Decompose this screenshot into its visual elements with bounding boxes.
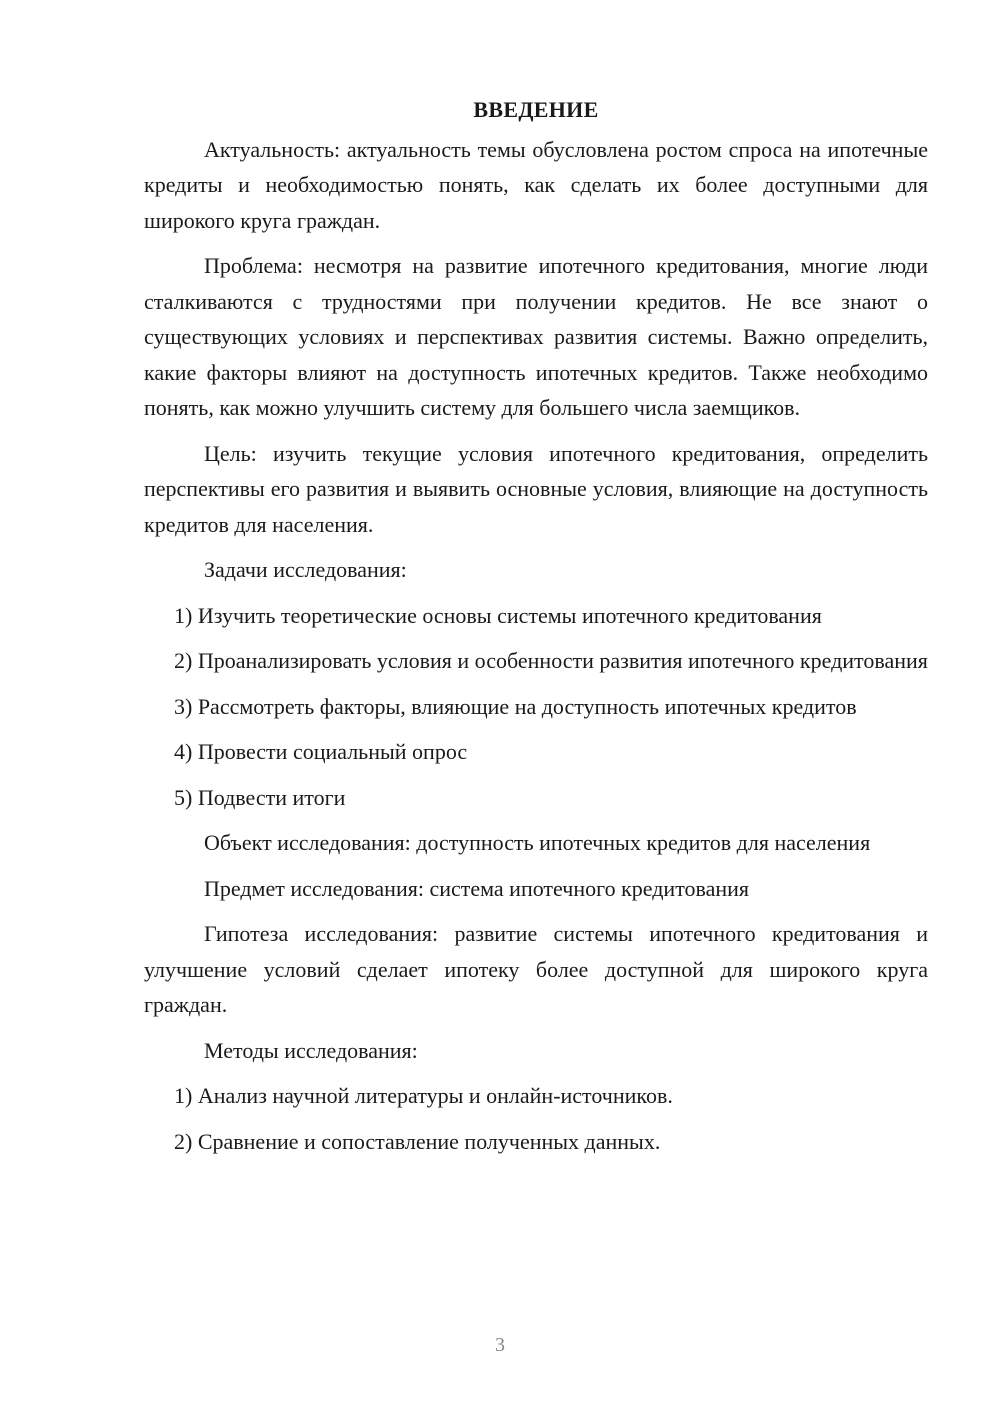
relevance-paragraph: Актуальность: актуальность темы обусловлена ростом спроса на ипотечные кредиты и необходимостью понять, как сделать их более доступными для широкого круга граждан. bbox=[144, 136, 928, 233]
subject-paragraph: Предмет исследования: система ипотечного кредитования bbox=[204, 875, 750, 901]
task-item-2: 2) Проанализировать условия и особенности развития ипотечного кредитования bbox=[174, 648, 928, 673]
hypothesis-paragraph: Гипотеза исследования: развитие системы ипотечного кредитования и улучшение условий сделает ипотеку более доступной для широкого круга граждан. bbox=[144, 921, 928, 1017]
goal-paragraph: Цель: изучить текущие условия ипотечного кредитования, определить перспективы его развития и выявить основные условия, влияющие на доступность кредитов для населения. bbox=[144, 440, 928, 537]
task-item-4: 4) Провести социальный опрос bbox=[174, 739, 468, 764]
object-paragraph: Объект исследования: доступность ипотечных кредитов для населения bbox=[204, 830, 871, 855]
method-item-2: 2) Сравнение и сопоставление полученных данных. bbox=[174, 1128, 661, 1154]
tasks-heading: Задачи исследования: bbox=[204, 557, 407, 582]
page-content bbox=[144, 92, 928, 1169]
task-item-3: 3) Рассмотреть факторы, влияющие на доступность ипотечных кредитов bbox=[174, 693, 857, 719]
method-item-1: 1) Анализ научной литературы и онлайн-источников. bbox=[174, 1083, 673, 1108]
section-heading: ВВЕДЕНИЕ bbox=[473, 97, 599, 122]
page-number: 3 bbox=[495, 1334, 505, 1356]
methods-heading: Методы исследования: bbox=[204, 1037, 418, 1063]
problem-paragraph: Проблема: несмотря на развитие ипотечного кредитования, многие люди сталкиваются с трудностями при получении кредитов. Не все знают о существующих условиях и перспективах развития системы. Важно определить, какие факторы влияют на доступность ипотечных кредитов. Также необходимо понять, как можно улучшить систему для большего числа заемщиков. bbox=[144, 253, 928, 420]
task-item-1: 1) Изучить теоретические основы системы ипотечного кредитования bbox=[174, 602, 822, 628]
task-item-5: 5) Подвести итоги bbox=[174, 784, 346, 810]
